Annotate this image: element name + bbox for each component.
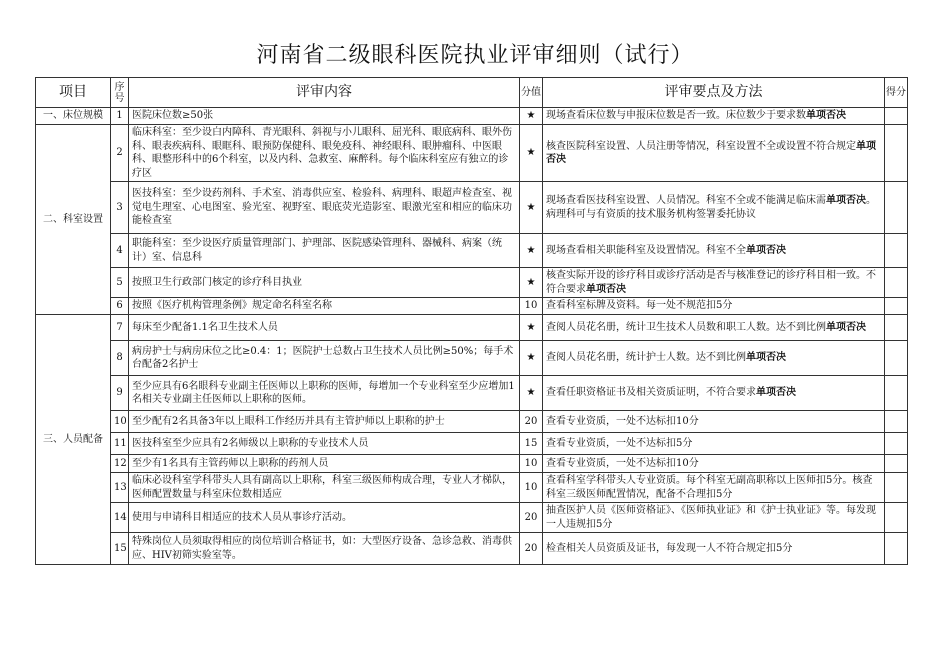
method-text: 查看专业资质，一处不达标扣10分 bbox=[546, 457, 699, 469]
row-method bbox=[543, 503, 885, 533]
veto-flag: 单项否决 bbox=[546, 140, 876, 165]
row-number: 15 bbox=[111, 533, 129, 565]
row-method bbox=[543, 234, 885, 268]
method-text: 现场查看医技科室设置、人员情况。科室不全或不能满足临床需 bbox=[546, 195, 826, 206]
table-row bbox=[36, 182, 908, 234]
score-got-cell[interactable] bbox=[885, 234, 908, 268]
table-row bbox=[36, 341, 908, 376]
row-content: 临床科室：至少设白内障科、青光眼科、斜视与小儿眼科、屈光科、眼底病科、眼外伤科、眼表疾病科、眼眶科、眼预防保健科、眼免疫科、神经眼科、眼肿瘤科、中医眼科、眼整形科中的6个科室，以及内科、急救室、麻醉科。每个临床科室应有独立的诊疗区 bbox=[129, 125, 520, 182]
row-method bbox=[543, 455, 885, 473]
table-row bbox=[36, 125, 908, 182]
method-text: 查看任职资格证书及相关资质证明，不符合要求 bbox=[546, 387, 756, 399]
row-method bbox=[543, 473, 885, 503]
table-row bbox=[36, 234, 908, 268]
table-row bbox=[36, 376, 908, 411]
header-method: 评审要点及方法 bbox=[543, 78, 885, 108]
score-got-cell[interactable] bbox=[885, 315, 908, 341]
header-content: 评审内容 bbox=[129, 78, 520, 108]
row-method bbox=[543, 268, 885, 298]
category-cell: 二、科室设置 bbox=[36, 125, 111, 315]
header-score: 分值 bbox=[520, 78, 543, 108]
row-method bbox=[543, 341, 885, 376]
score-got-cell[interactable] bbox=[885, 411, 908, 433]
row-number: 10 bbox=[111, 411, 129, 433]
method-text: 查阅人员花名册，统计护士人数。达不到比例 bbox=[546, 352, 746, 364]
row-content: 使用与申请科目相适应的技术人员从事诊疗活动。 bbox=[129, 503, 520, 533]
row-method bbox=[543, 182, 885, 234]
row-method bbox=[543, 376, 885, 411]
row-content: 医技科室：至少设药剂科、手术室、消毒供应室、检验科、病理科、眼超声检查室、视觉电生理室、心电图室、验光室、视野室、眼底荧光造影室、眼激光室和相应的临床功能检查室 bbox=[129, 182, 520, 234]
header-seq: 序号 bbox=[111, 78, 129, 108]
method-text: 抽查医护人员《医师资格证》、《医师执业证》和《护士执业证》等。每发现一人违规扣5分 bbox=[546, 505, 876, 530]
table-row bbox=[36, 455, 908, 473]
page-title: 河南省二级眼科医院执业评审细则（试行） bbox=[256, 43, 694, 68]
row-content: 至少应具有6名眼科专业副主任医师以上职称的医师，每增加一个专业科室至少应增加1名相关专业副主任医师以上职称的医师。 bbox=[129, 376, 520, 411]
score-got-cell[interactable] bbox=[885, 533, 908, 565]
row-score: 20 bbox=[520, 411, 543, 433]
method-text-cont: 。病理科可与有资质的技术服务机构签署委托协议 bbox=[546, 195, 876, 220]
score-got-cell[interactable] bbox=[885, 376, 908, 411]
row-content: 按照《医疗机构管理条例》规定命名科室名称 bbox=[129, 298, 520, 315]
row-score: ★ bbox=[520, 315, 543, 341]
table-row bbox=[36, 108, 908, 125]
row-method bbox=[543, 533, 885, 565]
row-score: ★ bbox=[520, 125, 543, 182]
veto-flag: 单项否决 bbox=[826, 195, 866, 206]
row-score: 10 bbox=[520, 473, 543, 503]
row-number: 7 bbox=[111, 315, 129, 341]
veto-flag: 单项否决 bbox=[826, 321, 866, 333]
table-row bbox=[36, 473, 908, 503]
row-number: 8 bbox=[111, 341, 129, 376]
row-number: 9 bbox=[111, 376, 129, 411]
header-item: 项目 bbox=[36, 78, 111, 108]
row-method bbox=[543, 433, 885, 455]
score-got-cell[interactable] bbox=[885, 455, 908, 473]
method-text: 查看专业资质，一处不达标扣5分 bbox=[546, 437, 693, 449]
row-score: 10 bbox=[520, 298, 543, 315]
method-text: 查阅人员花名册，统计卫生技术人员数和职工人数。达不到比例 bbox=[546, 321, 826, 333]
score-got-cell[interactable] bbox=[885, 108, 908, 125]
row-number: 4 bbox=[111, 234, 129, 268]
row-score: ★ bbox=[520, 268, 543, 298]
veto-flag: 单项否决 bbox=[756, 387, 796, 399]
row-content: 病房护士与病房床位之比≥0.4：1；医院护士总数占卫生技术人员比例≥50%；每手术台配备2名护士 bbox=[129, 341, 520, 376]
row-number: 3 bbox=[111, 182, 129, 234]
score-got-cell[interactable] bbox=[885, 125, 908, 182]
row-score: 20 bbox=[520, 533, 543, 565]
row-number: 14 bbox=[111, 503, 129, 533]
method-text: 查看科室标牌及资料。每一处不规范扣5分 bbox=[546, 300, 733, 312]
row-method bbox=[543, 298, 885, 315]
score-got-cell[interactable] bbox=[885, 268, 908, 298]
row-number: 12 bbox=[111, 455, 129, 473]
method-text: 现场查看相关职能科室及设置情况。科室不全 bbox=[546, 244, 746, 256]
header-got: 得分 bbox=[885, 78, 908, 108]
table-row bbox=[36, 503, 908, 533]
veto-flag: 单项否决 bbox=[746, 352, 786, 364]
row-content: 每床至少配备1.1名卫生技术人员 bbox=[129, 315, 520, 341]
row-number: 2 bbox=[111, 125, 129, 182]
row-method bbox=[543, 125, 885, 182]
row-content: 临床必设科室学科带头人具有副高以上职称，科室三级医师构成合理，专业人才梯队，医师配置数量与科室床位数相适应 bbox=[129, 473, 520, 503]
category-cell: 三、人员配备 bbox=[36, 315, 111, 565]
row-score: ★ bbox=[520, 376, 543, 411]
row-number: 6 bbox=[111, 298, 129, 315]
score-got-cell[interactable] bbox=[885, 503, 908, 533]
row-score: 15 bbox=[520, 433, 543, 455]
table-row bbox=[36, 298, 908, 315]
category-cell: 一、床位规模 bbox=[36, 108, 111, 125]
table-header-row bbox=[36, 78, 908, 108]
row-content: 特殊岗位人员须取得相应的岗位培训合格证书，如：大型医疗设备、急诊急救、消毒供应、HIV初筛实验室等。 bbox=[129, 533, 520, 565]
table-row bbox=[36, 268, 908, 298]
score-got-cell[interactable] bbox=[885, 341, 908, 376]
row-score: ★ bbox=[520, 234, 543, 268]
row-content: 按照卫生行政部门核定的诊疗科目执业 bbox=[129, 268, 520, 298]
method-text: 现场查看床位数与申报床位数是否一致。床位数少于要求数 bbox=[546, 110, 806, 122]
row-number: 5 bbox=[111, 268, 129, 298]
method-text: 查看科室学科带头人专业资质。每个科室无副高职称以上医师扣5分。核查科室三级医师配置情况，配备不合理扣5分 bbox=[546, 475, 873, 500]
row-score: ★ bbox=[520, 341, 543, 376]
method-text: 检查相关人员资质及证书，每发现一人不符合规定扣5分 bbox=[546, 542, 793, 554]
veto-flag: 单项否决 bbox=[746, 244, 786, 256]
row-method bbox=[543, 108, 885, 125]
method-text: 核查实际开设的诊疗科目或诊疗活动是否与核准登记的诊疗科目相一致。不符合要求 bbox=[546, 270, 876, 295]
score-got-cell[interactable] bbox=[885, 182, 908, 234]
criteria-table bbox=[35, 77, 908, 565]
row-score: ★ bbox=[520, 108, 543, 125]
row-content: 至少配有2名具备3年以上眼科工作经历并具有主管护师以上职称的护士 bbox=[129, 411, 520, 433]
table-row bbox=[36, 315, 908, 341]
score-got-cell[interactable] bbox=[885, 298, 908, 315]
row-method bbox=[543, 411, 885, 433]
row-content: 医技科室至少应具有2名师级以上职称的专业技术人员 bbox=[129, 433, 520, 455]
method-text: 查看专业资质，一处不达标扣10分 bbox=[546, 415, 699, 427]
table-row bbox=[36, 433, 908, 455]
table-row bbox=[36, 411, 908, 433]
row-number: 11 bbox=[111, 433, 129, 455]
veto-flag: 单项否决 bbox=[806, 110, 846, 122]
row-number: 13 bbox=[111, 473, 129, 503]
score-got-cell[interactable] bbox=[885, 473, 908, 503]
row-score: ★ bbox=[520, 182, 543, 234]
veto-flag: 单项否决 bbox=[586, 283, 626, 295]
score-got-cell[interactable] bbox=[885, 433, 908, 455]
row-method bbox=[543, 315, 885, 341]
row-content: 职能科室：至少设医疗质量管理部门、护理部、医院感染管理科、器械科、病案（统计）室、信息科 bbox=[129, 234, 520, 268]
row-content: 医院床位数≥50张 bbox=[129, 108, 520, 125]
row-score: 20 bbox=[520, 503, 543, 533]
row-score: 10 bbox=[520, 455, 543, 473]
row-content: 至少有1名具有主管药师以上职称的药剂人员 bbox=[129, 455, 520, 473]
method-text: 核查医院科室设置、人员注册等情况，科室设置不全或设置不符合规定 bbox=[546, 140, 856, 152]
table-row bbox=[36, 533, 908, 565]
row-number: 1 bbox=[111, 108, 129, 125]
